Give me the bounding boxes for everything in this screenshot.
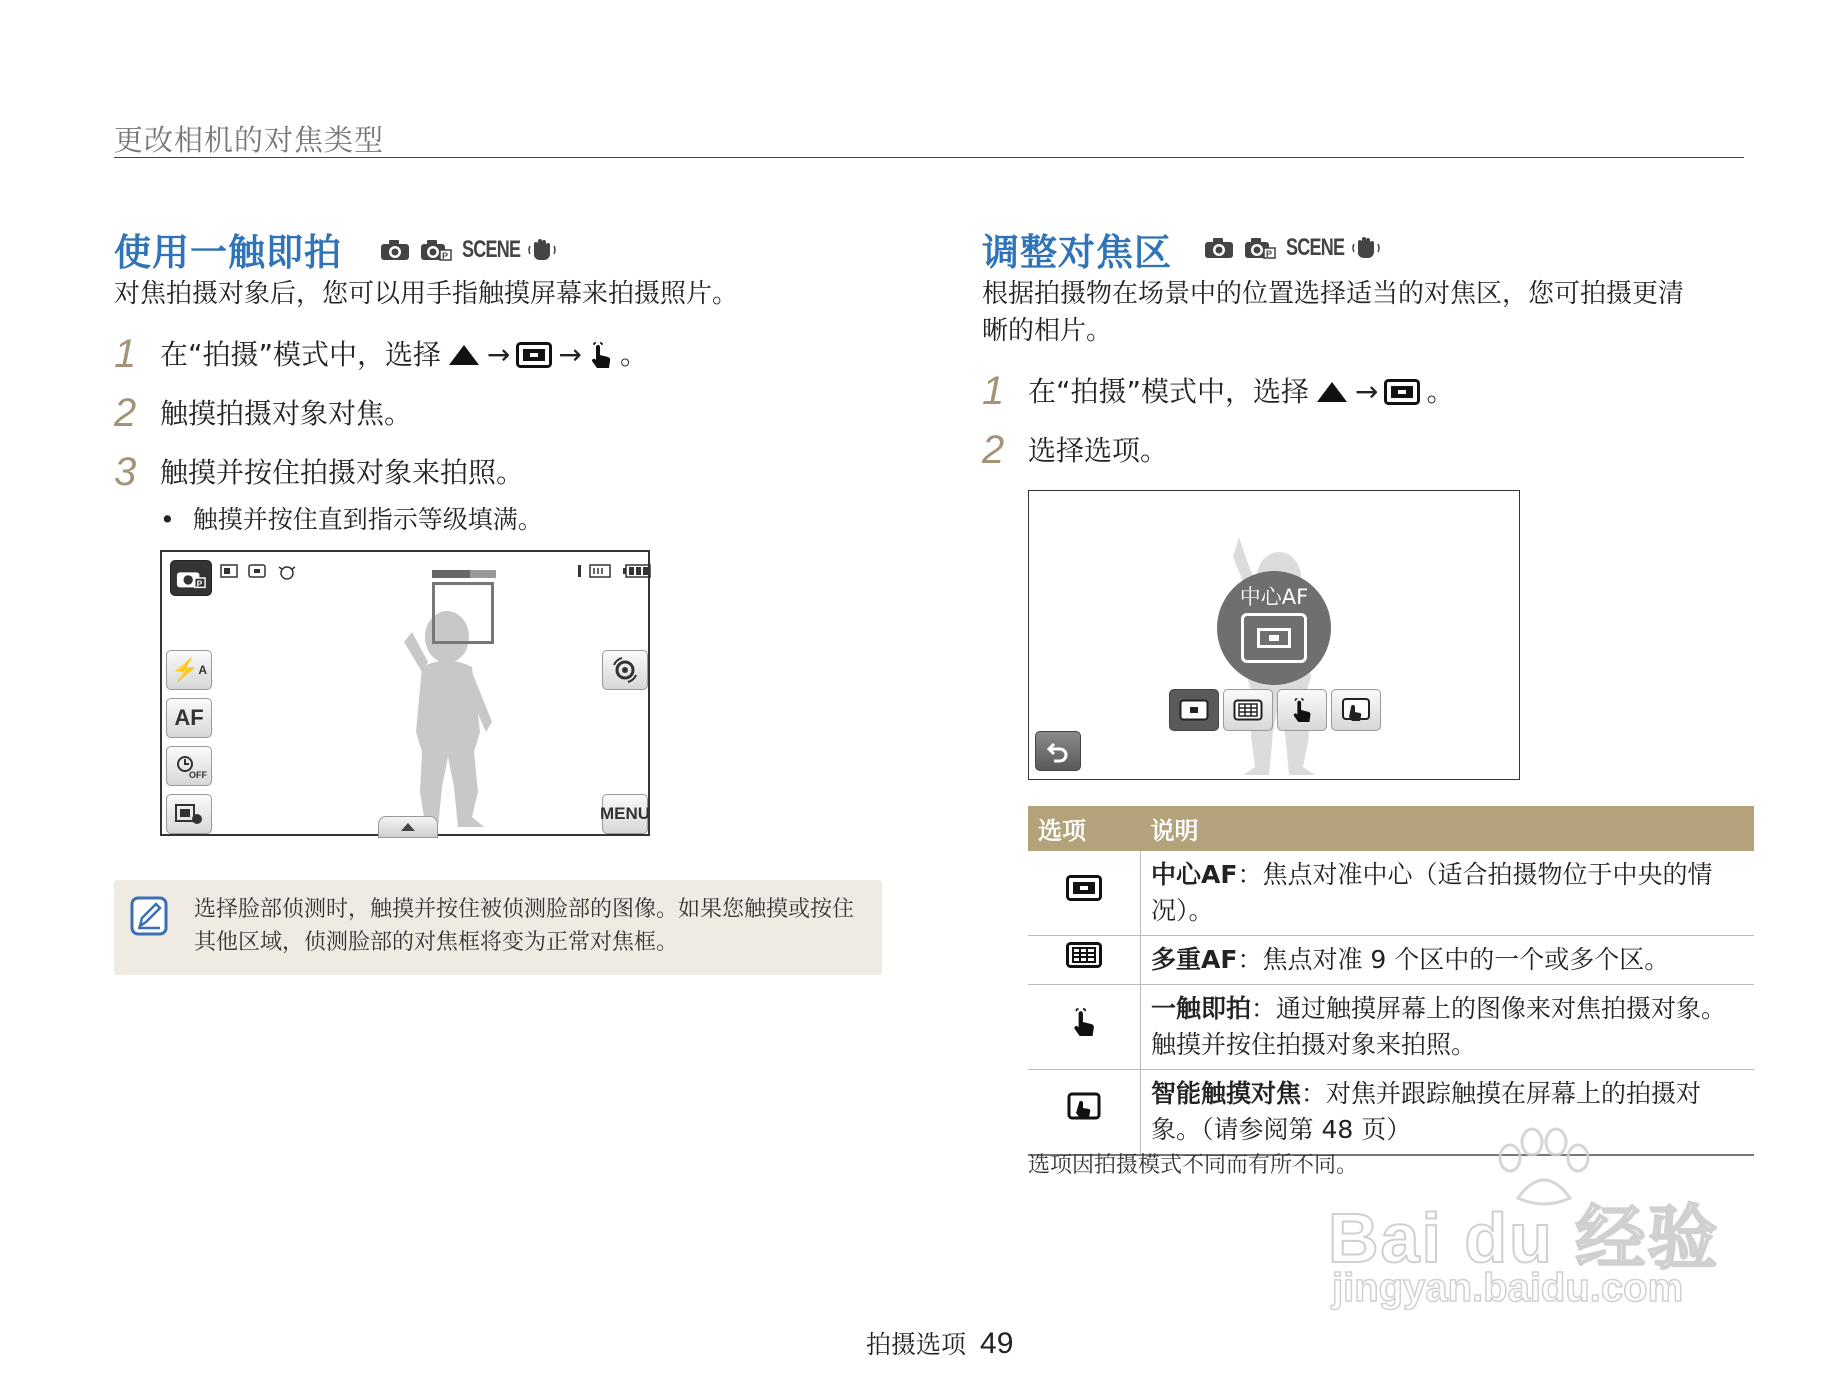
note-icon (130, 896, 168, 936)
svg-text:OFF: OFF (189, 770, 207, 780)
back-icon (1046, 740, 1070, 762)
step-number: 2 (114, 391, 137, 435)
center-af-icon (1241, 613, 1307, 663)
image-size-icon (220, 564, 238, 578)
up-triangle-icon (400, 822, 416, 832)
page-header-title: 更改相机的对焦类型 (114, 123, 385, 157)
back-button[interactable] (1035, 731, 1081, 771)
focus-popup-label: 中心AF (1239, 585, 1309, 609)
option-name: 多重AF (1151, 945, 1238, 974)
option-center-af[interactable] (1169, 689, 1219, 731)
focus-area-icon (1384, 379, 1420, 405)
left-camera-screen (160, 550, 650, 836)
dual-is-mode-icon (1352, 234, 1380, 262)
left-section-title: 使用一触即拍 (114, 231, 342, 274)
note-line-1: 选择脸部侦测时，触摸并按住被侦测脸部的图像。如果您触摸或按住 (194, 897, 855, 922)
option-description: ：焦点对准中心（适合拍摄物位于中央的情况）。 (1151, 860, 1713, 925)
footer-section: 拍摄选项 (866, 1330, 967, 1359)
option-touch-shot[interactable] (1277, 689, 1327, 731)
status-icons (220, 564, 298, 580)
step-text: 触摸拍摄对象对焦。 (160, 397, 413, 430)
watermark-url: jingyan.baidu.com (1332, 1266, 1684, 1310)
expand-menu-tab[interactable] (378, 816, 438, 838)
flash-button[interactable]: ⚡ A (166, 650, 212, 690)
table-row (1028, 851, 1754, 936)
step-number: 1 (982, 369, 1005, 413)
svg-text:P: P (196, 578, 203, 589)
step-end-text: 。 (1426, 375, 1455, 408)
focus-area-icon (516, 342, 552, 368)
program-mode-icon (1244, 237, 1276, 259)
scene-mode-icon: SCENE (1286, 234, 1345, 261)
smart-touch-af-icon (1067, 1092, 1101, 1122)
left-intro: 对焦拍摄对象后，您可以用手指触摸屏幕来拍摄照片。 (114, 279, 739, 309)
camera-mode-icon (380, 239, 410, 261)
arrow-text: → (487, 338, 511, 371)
multi-af-icon (1066, 942, 1102, 968)
focus-frame (432, 582, 494, 644)
left-step-1 (114, 332, 648, 376)
remaining-count-icon (578, 565, 581, 577)
option-smart-touch-af[interactable] (1331, 689, 1381, 731)
page-footer (866, 1325, 1013, 1361)
center-af-icon (1179, 699, 1209, 721)
right-mode-icons (1204, 234, 1380, 262)
option-description: ：通过触摸屏幕上的图像来对焦拍摄对象。触摸并按住拍摄对象来拍照。 (1151, 994, 1727, 1059)
left-step-3 (114, 450, 525, 494)
page-number: 49 (980, 1327, 1014, 1360)
note-line-2: 其他区域，侦测脸部的对焦框将变为正常对焦框。 (194, 930, 679, 955)
option-description: ：对焦并跟踪触摸在屏幕上的拍摄对象。（请参阅第 48 页） (1151, 1079, 1702, 1144)
step-text: 选择选项。 (1028, 434, 1169, 467)
arrow-text: → (1355, 375, 1379, 408)
table-header-option: 选项 (1028, 806, 1141, 851)
memory-card-icon (589, 564, 615, 578)
right-step-2 (982, 428, 1169, 472)
option-name: 中心AF (1151, 860, 1238, 889)
option-name: 智能触摸对焦 (1151, 1079, 1302, 1108)
af-button[interactable]: AF (166, 698, 212, 738)
right-section-title: 调整对焦区 (982, 231, 1172, 274)
step-end-text: 。 (619, 338, 648, 371)
right-intro-line-2: 晰的相片。 (982, 316, 1113, 346)
step-text: 在“拍摄”模式中，选择 (160, 338, 442, 371)
right-intro-line-1: 根据拍摄物在场景中的位置选择适当的对焦区，您可拍摄更清 (982, 279, 1685, 309)
multi-af-icon (1233, 699, 1263, 721)
flash-icon: ⚡ (170, 657, 199, 682)
rotate-button[interactable] (602, 650, 648, 690)
camera-mode-icon (1204, 237, 1234, 259)
option-name: 一触即拍 (1151, 994, 1252, 1023)
arrow-text: → (558, 338, 582, 371)
left-mode-icons (380, 236, 556, 264)
timer-icon (276, 564, 298, 580)
rotate-icon (610, 655, 640, 685)
left-step-2 (114, 391, 413, 435)
dual-is-mode-icon (528, 236, 556, 264)
scene-mode-icon: SCENE (462, 236, 521, 263)
program-mode-icon (420, 239, 452, 261)
baidu-watermark (1318, 1120, 1758, 1320)
footnote: 选项因拍摄模式不同而有所不同。 (1028, 1153, 1359, 1178)
step-number: 2 (982, 428, 1005, 472)
right-camera-screen (1028, 490, 1520, 780)
timer-button[interactable] (166, 746, 212, 786)
option-multi-af[interactable] (1223, 689, 1273, 731)
battery-area (578, 564, 651, 578)
touch-shot-icon (1290, 695, 1314, 725)
focus-option-bar (1169, 689, 1381, 731)
svg-text:P: P (1266, 249, 1273, 259)
right-step-1 (982, 369, 1455, 413)
step-number: 3 (114, 450, 137, 494)
focus-options-table (1028, 806, 1754, 1156)
step-number: 1 (114, 332, 137, 376)
battery-icon (623, 564, 651, 578)
step-text: 在“拍摄”模式中，选择 (1028, 375, 1310, 408)
touch-shot-icon (588, 339, 614, 371)
bullet-text: 触摸并按住直到指示等级填满。 (192, 505, 543, 534)
watermark-logo-text: Bai du 经验 (1328, 1199, 1720, 1277)
smart-touch-af-icon (1341, 697, 1371, 723)
step-text: 触摸并按住拍摄对象来拍照。 (160, 456, 525, 489)
center-af-icon (1066, 875, 1102, 901)
display-settings-icon (174, 802, 204, 826)
up-triangle-icon (1315, 380, 1349, 404)
table-header-description: 说明 (1141, 806, 1755, 851)
header-divider (114, 157, 1744, 158)
shooting-mode-button[interactable] (170, 560, 212, 596)
display-settings-button[interactable] (166, 794, 212, 834)
program-mode-icon (176, 567, 206, 589)
focus-area-icon (248, 564, 266, 578)
hold-level-indicator (432, 570, 496, 578)
touch-shot-icon (1070, 1004, 1098, 1040)
table-row (1028, 985, 1754, 1070)
table-row (1028, 936, 1754, 985)
timer-off-icon (175, 753, 207, 780)
up-triangle-icon (447, 343, 481, 367)
option-description: ：焦点对准 9 个区中的一个或多个区。 (1237, 945, 1670, 974)
menu-button[interactable]: MENU (602, 794, 648, 834)
svg-text:P: P (442, 251, 449, 261)
left-bullet: • 触摸并按住直到指示等级填满。 (160, 505, 543, 534)
